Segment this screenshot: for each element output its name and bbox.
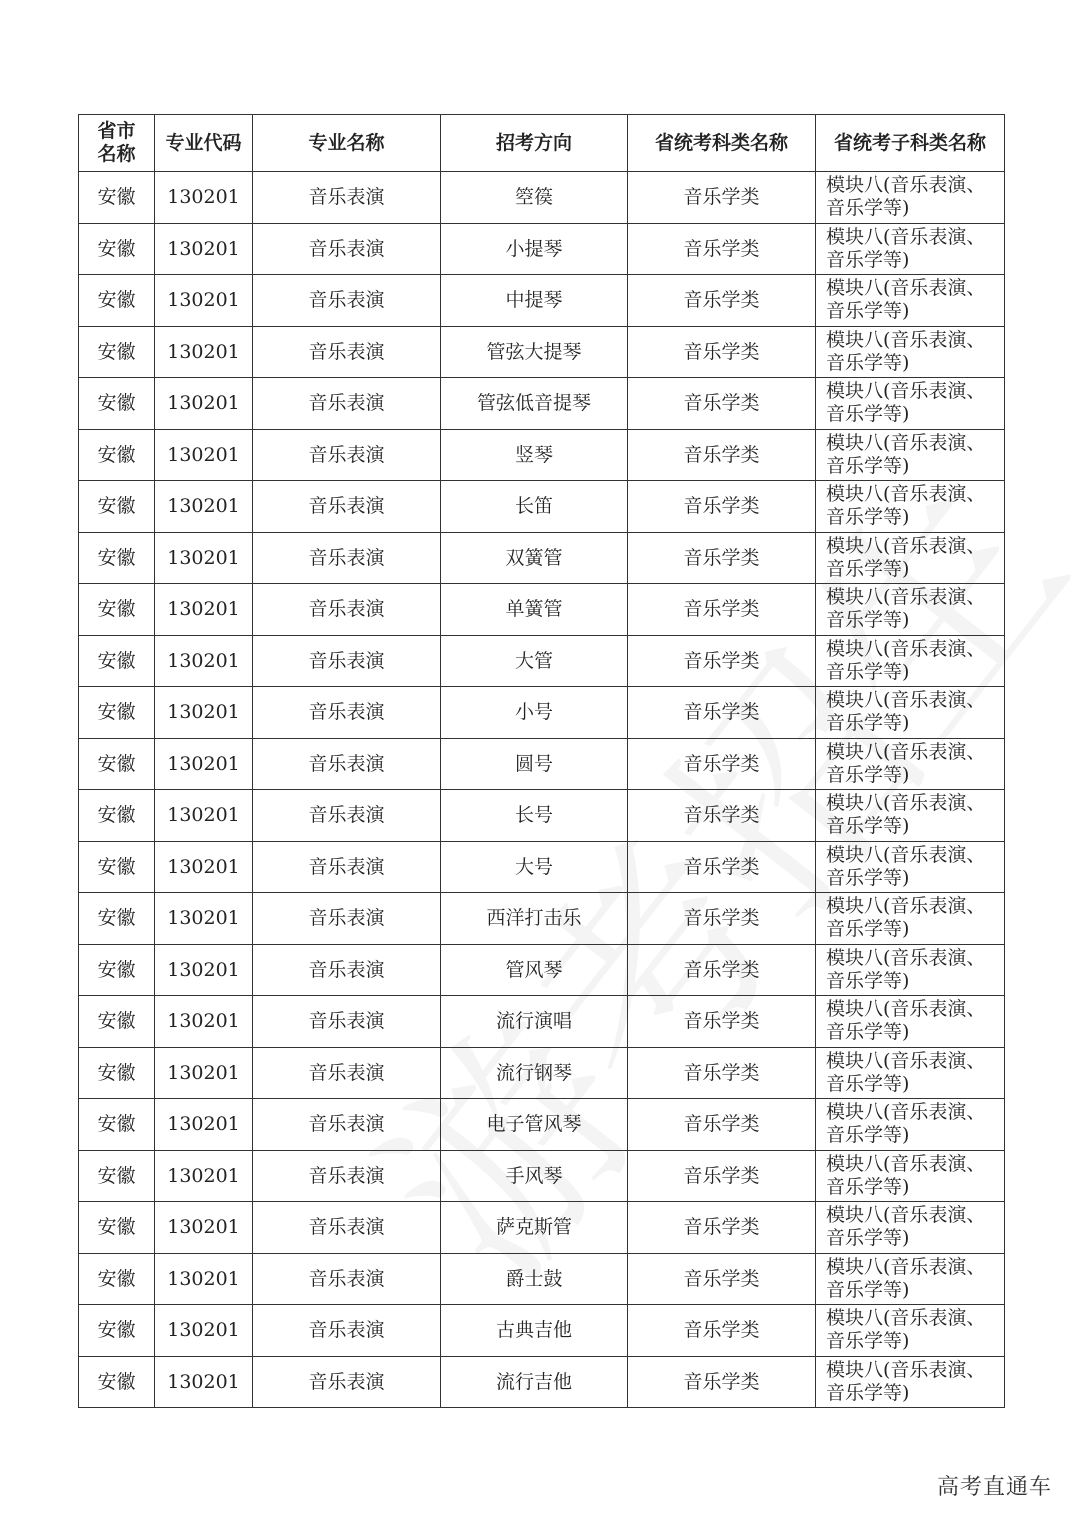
cell-direction: 小提琴 (441, 223, 628, 275)
cell-exam-category: 音乐学类 (628, 326, 816, 378)
table-row (79, 1150, 1005, 1202)
cell-direction: 中提琴 (441, 275, 628, 327)
cell-province: 安徽 (79, 1047, 155, 1099)
table-row (79, 378, 1005, 430)
cell-major-code: 130201 (155, 223, 253, 275)
cell-major-code: 130201 (155, 584, 253, 636)
table-row (79, 1099, 1005, 1151)
cell-exam-subcategory: 模块八(音乐表演、音乐学等) (816, 275, 1005, 327)
cell-direction: 流行演唱 (441, 996, 628, 1048)
cell-direction: 箜篌 (441, 172, 628, 224)
cell-exam-subcategory: 模块八(音乐表演、音乐学等) (816, 1305, 1005, 1357)
table-row (79, 893, 1005, 945)
cell-major-code: 130201 (155, 790, 253, 842)
cell-exam-subcategory: 模块八(音乐表演、音乐学等) (816, 584, 1005, 636)
cell-major-name: 音乐表演 (253, 584, 441, 636)
cell-major-code: 130201 (155, 532, 253, 584)
table-row (79, 172, 1005, 224)
cell-exam-subcategory: 模块八(音乐表演、音乐学等) (816, 635, 1005, 687)
cell-major-name: 音乐表演 (253, 1099, 441, 1151)
cell-exam-category: 音乐学类 (628, 944, 816, 996)
cell-province: 安徽 (79, 893, 155, 945)
cell-major-name: 音乐表演 (253, 738, 441, 790)
cell-exam-category: 音乐学类 (628, 532, 816, 584)
cell-exam-subcategory: 模块八(音乐表演、音乐学等) (816, 1047, 1005, 1099)
cell-major-name: 音乐表演 (253, 1202, 441, 1254)
table-row (79, 223, 1005, 275)
cell-exam-category: 音乐学类 (628, 1099, 816, 1151)
cell-major-name: 音乐表演 (253, 635, 441, 687)
cell-major-code: 130201 (155, 1150, 253, 1202)
cell-direction: 管弦低音提琴 (441, 378, 628, 430)
cell-direction: 大管 (441, 635, 628, 687)
cell-province: 安徽 (79, 532, 155, 584)
cell-major-name: 音乐表演 (253, 1253, 441, 1305)
header-major-code: 专业代码 (155, 115, 253, 172)
cell-exam-subcategory: 模块八(音乐表演、音乐学等) (816, 223, 1005, 275)
cell-direction: 长号 (441, 790, 628, 842)
cell-exam-category: 音乐学类 (628, 1305, 816, 1357)
cell-major-name: 音乐表演 (253, 893, 441, 945)
cell-major-name: 音乐表演 (253, 1150, 441, 1202)
table-row (79, 584, 1005, 636)
cell-exam-category: 音乐学类 (628, 1150, 816, 1202)
table-row (79, 275, 1005, 327)
cell-exam-subcategory: 模块八(音乐表演、音乐学等) (816, 893, 1005, 945)
table-row (79, 790, 1005, 842)
cell-exam-category: 音乐学类 (628, 1047, 816, 1099)
cell-major-name: 音乐表演 (253, 996, 441, 1048)
cell-province: 安徽 (79, 1356, 155, 1408)
table-row (79, 841, 1005, 893)
cell-major-name: 音乐表演 (253, 841, 441, 893)
cell-direction: 电子管风琴 (441, 1099, 628, 1151)
cell-exam-subcategory: 模块八(音乐表演、音乐学等) (816, 687, 1005, 739)
cell-direction: 爵士鼓 (441, 1253, 628, 1305)
cell-province: 安徽 (79, 584, 155, 636)
cell-major-code: 130201 (155, 326, 253, 378)
cell-exam-subcategory: 模块八(音乐表演、音乐学等) (816, 326, 1005, 378)
cell-exam-category: 音乐学类 (628, 841, 816, 893)
cell-exam-subcategory: 模块八(音乐表演、音乐学等) (816, 996, 1005, 1048)
cell-exam-category: 音乐学类 (628, 172, 816, 224)
cell-province: 安徽 (79, 944, 155, 996)
table-row (79, 635, 1005, 687)
cell-province: 安徽 (79, 326, 155, 378)
table-row (79, 1253, 1005, 1305)
cell-major-code: 130201 (155, 1356, 253, 1408)
cell-major-name: 音乐表演 (253, 687, 441, 739)
cell-exam-category: 音乐学类 (628, 481, 816, 533)
cell-province: 安徽 (79, 841, 155, 893)
cell-exam-category: 音乐学类 (628, 996, 816, 1048)
cell-major-code: 130201 (155, 944, 253, 996)
cell-exam-subcategory: 模块八(音乐表演、音乐学等) (816, 1202, 1005, 1254)
cell-major-code: 130201 (155, 1047, 253, 1099)
cell-direction: 古典吉他 (441, 1305, 628, 1357)
table-row (79, 532, 1005, 584)
header-major-name: 专业名称 (253, 115, 441, 172)
cell-major-code: 130201 (155, 635, 253, 687)
cell-major-name: 音乐表演 (253, 1356, 441, 1408)
cell-exam-category: 音乐学类 (628, 893, 816, 945)
cell-exam-subcategory: 模块八(音乐表演、音乐学等) (816, 1150, 1005, 1202)
cell-exam-subcategory: 模块八(音乐表演、音乐学等) (816, 738, 1005, 790)
cell-exam-subcategory: 模块八(音乐表演、音乐学等) (816, 944, 1005, 996)
cell-major-code: 130201 (155, 1305, 253, 1357)
cell-province: 安徽 (79, 635, 155, 687)
cell-direction: 长笛 (441, 481, 628, 533)
table-row (79, 1047, 1005, 1099)
table-header-row (79, 115, 1005, 172)
cell-direction: 流行吉他 (441, 1356, 628, 1408)
cell-major-code: 130201 (155, 429, 253, 481)
table-row (79, 326, 1005, 378)
cell-major-code: 130201 (155, 996, 253, 1048)
cell-exam-category: 音乐学类 (628, 687, 816, 739)
table-row (79, 944, 1005, 996)
cell-province: 安徽 (79, 1202, 155, 1254)
header-exam-category: 省统考科类名称 (628, 115, 816, 172)
cell-exam-category: 音乐学类 (628, 1202, 816, 1254)
cell-major-code: 130201 (155, 481, 253, 533)
header-province: 省市名称 (79, 115, 155, 172)
cell-exam-category: 音乐学类 (628, 429, 816, 481)
cell-major-name: 音乐表演 (253, 326, 441, 378)
cell-exam-subcategory: 模块八(音乐表演、音乐学等) (816, 841, 1005, 893)
table-row (79, 1305, 1005, 1357)
cell-major-code: 130201 (155, 841, 253, 893)
cell-major-code: 130201 (155, 275, 253, 327)
cell-exam-category: 音乐学类 (628, 584, 816, 636)
cell-direction: 大号 (441, 841, 628, 893)
cell-exam-subcategory: 模块八(音乐表演、音乐学等) (816, 1253, 1005, 1305)
cell-major-name: 音乐表演 (253, 532, 441, 584)
cell-exam-category: 音乐学类 (628, 1253, 816, 1305)
table-row (79, 996, 1005, 1048)
cell-exam-category: 音乐学类 (628, 275, 816, 327)
cell-exam-subcategory: 模块八(音乐表演、音乐学等) (816, 429, 1005, 481)
cell-major-code: 130201 (155, 687, 253, 739)
cell-province: 安徽 (79, 1150, 155, 1202)
cell-direction: 管风琴 (441, 944, 628, 996)
cell-direction: 单簧管 (441, 584, 628, 636)
cell-exam-subcategory: 模块八(音乐表演、音乐学等) (816, 1099, 1005, 1151)
cell-exam-category: 音乐学类 (628, 790, 816, 842)
table-row (79, 738, 1005, 790)
cell-major-name: 音乐表演 (253, 223, 441, 275)
cell-exam-subcategory: 模块八(音乐表演、音乐学等) (816, 481, 1005, 533)
cell-major-name: 音乐表演 (253, 790, 441, 842)
cell-direction: 手风琴 (441, 1150, 628, 1202)
cell-major-code: 130201 (155, 378, 253, 430)
footer-brand: 高考直通车 (936, 1475, 1052, 1500)
cell-direction: 双簧管 (441, 532, 628, 584)
table-row (79, 1202, 1005, 1254)
table-body (79, 172, 1005, 1408)
cell-province: 安徽 (79, 687, 155, 739)
cell-province: 安徽 (79, 378, 155, 430)
cell-major-name: 音乐表演 (253, 1305, 441, 1357)
cell-direction: 萨克斯管 (441, 1202, 628, 1254)
cell-exam-subcategory: 模块八(音乐表演、音乐学等) (816, 790, 1005, 842)
cell-major-code: 130201 (155, 172, 253, 224)
cell-province: 安徽 (79, 790, 155, 842)
cell-major-name: 音乐表演 (253, 481, 441, 533)
cell-exam-category: 音乐学类 (628, 635, 816, 687)
cell-direction: 竖琴 (441, 429, 628, 481)
cell-province: 安徽 (79, 172, 155, 224)
cell-major-name: 音乐表演 (253, 275, 441, 327)
cell-province: 安徽 (79, 1305, 155, 1357)
cell-exam-subcategory: 模块八(音乐表演、音乐学等) (816, 532, 1005, 584)
cell-province: 安徽 (79, 275, 155, 327)
cell-major-code: 130201 (155, 1253, 253, 1305)
cell-exam-subcategory: 模块八(音乐表演、音乐学等) (816, 1356, 1005, 1408)
cell-direction: 小号 (441, 687, 628, 739)
table-row (79, 481, 1005, 533)
cell-major-name: 音乐表演 (253, 172, 441, 224)
table-row (79, 429, 1005, 481)
cell-direction: 流行钢琴 (441, 1047, 628, 1099)
cell-exam-category: 音乐学类 (628, 223, 816, 275)
cell-exam-subcategory: 模块八(音乐表演、音乐学等) (816, 172, 1005, 224)
admission-table (78, 114, 1005, 1408)
cell-exam-category: 音乐学类 (628, 738, 816, 790)
cell-province: 安徽 (79, 223, 155, 275)
cell-major-name: 音乐表演 (253, 944, 441, 996)
cell-province: 安徽 (79, 738, 155, 790)
cell-province: 安徽 (79, 429, 155, 481)
cell-major-code: 130201 (155, 1099, 253, 1151)
cell-province: 安徽 (79, 1253, 155, 1305)
cell-major-code: 130201 (155, 893, 253, 945)
cell-major-name: 音乐表演 (253, 429, 441, 481)
header-exam-subcategory: 省统考子科类名称 (816, 115, 1005, 172)
cell-province: 安徽 (79, 481, 155, 533)
cell-major-name: 音乐表演 (253, 378, 441, 430)
cell-province: 安徽 (79, 996, 155, 1048)
cell-province: 安徽 (79, 1099, 155, 1151)
cell-major-name: 音乐表演 (253, 1047, 441, 1099)
cell-major-code: 130201 (155, 738, 253, 790)
table-row (79, 1356, 1005, 1408)
cell-exam-category: 音乐学类 (628, 378, 816, 430)
header-direction: 招考方向 (441, 115, 628, 172)
table-row (79, 687, 1005, 739)
cell-direction: 西洋打击乐 (441, 893, 628, 945)
cell-direction: 管弦大提琴 (441, 326, 628, 378)
cell-major-code: 130201 (155, 1202, 253, 1254)
cell-exam-category: 音乐学类 (628, 1356, 816, 1408)
cell-exam-subcategory: 模块八(音乐表演、音乐学等) (816, 378, 1005, 430)
cell-direction: 圆号 (441, 738, 628, 790)
